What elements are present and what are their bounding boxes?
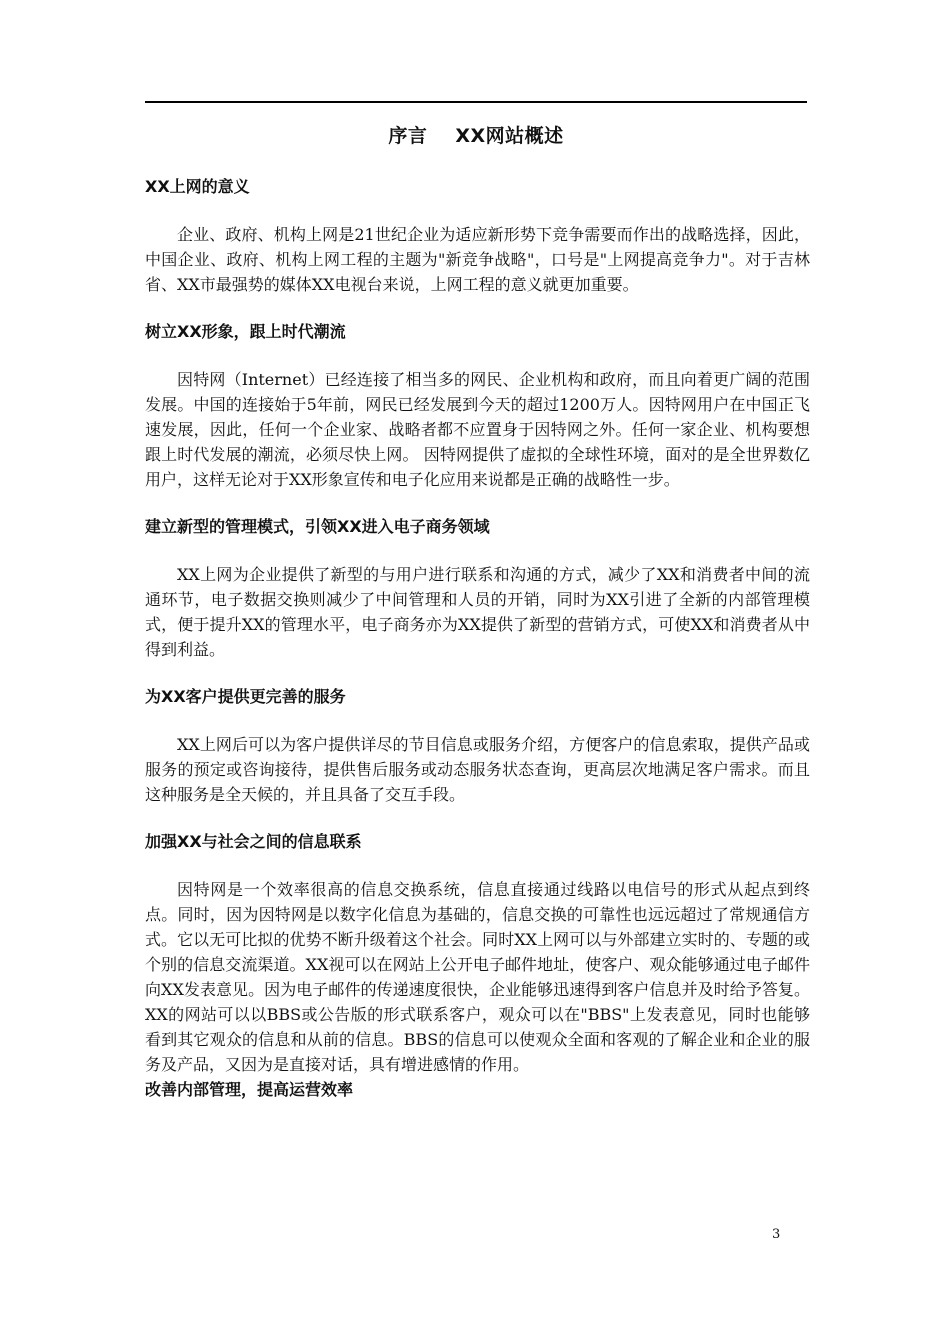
title-main: XX网站概述 (455, 125, 564, 147)
section-heading: 为XX客户提供更完善的服务 (145, 687, 346, 706)
section-heading: 改善内部管理，提高运营效率 (145, 1080, 354, 1099)
section-heading: 加强XX与社会之间的信息联系 (145, 832, 362, 851)
section-paragraph: 因特网（Internet）已经连接了相当多的网民、企业机构和政府，而且向着更广阔的范围发展。中国的连接始于5年前，网民已经发展到今天的超过1200万人。因特网用户在中国正飞速发展，因此，任何一个企业家、战略者都不应置身于因特网之外。任何一家企业、机构要想跟上时代发展的潮流，必须尽快上网。 因特网提供了虚拟的全球性环境，面对的是全世界数亿用户，这样无论对于XX形象宣传和电子化应用来说都是正确的战略性一步。 (145, 370, 810, 489)
title-prefix: 序言 (388, 125, 428, 147)
section-heading: XX上网的意义 (145, 177, 250, 196)
section-heading: 树立XX形象，跟上时代潮流 (145, 322, 346, 341)
document-body (145, 174, 810, 1103)
section-paragraph: 因特网是一个效率很高的信息交换系统，信息直接通过线路以电信号的形式从起点到终点。同时，因为因特网是以数字化信息为基础的，信息交换的可靠性也远远超过了常规通信方式。它以无可比拟的优势不断升级着这个社会。同时XX上网可以与外部建立实时的、专题的或个别的信息交流渠道。XX视可以在网站上公开电子邮件地址，使客户、观众能够通过电子邮件向XX发表意见。因为电子邮件的传递速度很快，企业能够迅速得到客户信息并及时给予答复。XX的网站可以以BBS或公告版的形式联系客户，观众可以在"BBS"上发表意见，同时也能够看到其它观众的信息和从前的信息。BBS的信息可以使观众全面和客观的了解企业和企业的服务及产品，又因为是直接对话，具有增进感情的作用。 (145, 880, 810, 1074)
page-title (145, 121, 807, 148)
section-paragraph: 企业、政府、机构上网是21世纪企业为适应新形势下竞争需要而作出的战略选择，因此，中国企业、政府、机构上网工程的主题为"新竞争战略"，口号是"上网提高竞争力"。对于吉林省、XX市最强势的媒体XX电视台来说，上网工程的意义就更加重要。 (145, 225, 810, 294)
page-number: 3 (772, 1227, 781, 1242)
section-paragraph: XX上网为企业提供了新型的与用户进行联系和沟通的方式，减少了XX和消费者中间的流通环节，电子数据交换则减少了中间管理和人员的开销，同时为XX引进了全新的内部管理模式，便于提升XX的管理水平，电子商务亦为XX提供了新型的营销方式，可使XX和消费者从中得到利益。 (145, 565, 810, 659)
header-rule (145, 101, 807, 103)
section-paragraph: XX上网后可以为客户提供详尽的节目信息或服务介绍，方便客户的信息索取，提供产品或服务的预定或咨询接待，提供售后服务或动态服务状态查询，更高层次地满足客户需求。而且这种服务是全天候的，并且具备了交互手段。 (145, 735, 810, 804)
section-heading: 建立新型的管理模式，引领XX进入电子商务领域 (145, 517, 490, 536)
